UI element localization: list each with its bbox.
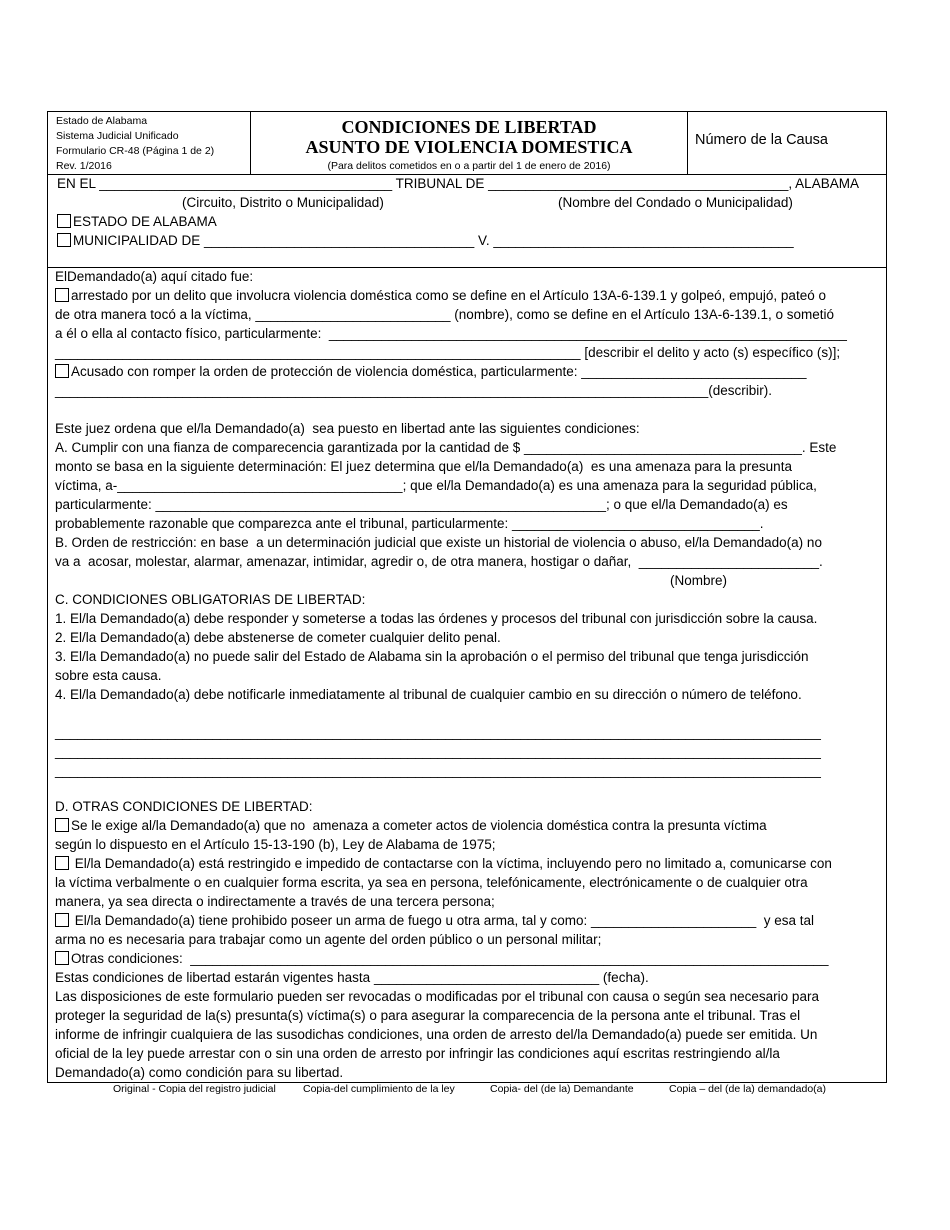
court-line[interactable]: EN EL _______________________________________ TRIBUNAL DE ________________________________________, ALABAMA [57,176,859,191]
copy-distribution-2: Copia-del cumplimiento de la ley [303,1083,455,1095]
weapon-text[interactable]: El/la Demandado(a) tiene prohibido poseer un arma de fuego u otra arma, tal y como: ______________________ y esa tal [71,913,814,928]
threat-checkbox[interactable] [55,818,69,832]
section-c-title: C. CONDICIONES OBLIGATORIAS DE LIBERTAD: [55,592,366,607]
court-section [48,174,886,268]
condition-d-line: según lo dispuesto en el Artículo 15-13-190 (b), Ley de Alabama de 1975; [55,837,496,852]
condition-d-line: manera, ya sea directa o indirectamente a través de una tercera persona; [55,894,495,909]
arrest-option [55,287,826,305]
condition-b-line[interactable]: va a acosar, molestar, alarmar, amenazar, intimidar, agredir o, de otra manera, hostigar o dañar, ________________________. [55,554,823,569]
arrest-text-line[interactable]: ______________________________________________________________________ [describir el delito y acto (s) específico (s)]; [55,345,841,360]
arrest-checkbox[interactable] [55,288,69,302]
accused-option [55,363,807,381]
condition-c-item: 3. El/la Demandado(a) no puede salir del Estado de Alabama sin la aprobación o el permiso del tribunal que tenga jurisdicción [55,649,809,664]
blank-line[interactable]: ______________________________________________________________________________________________________ [55,725,821,740]
form-number: Formulario CR-48 (Página 1 de 2) [56,145,215,157]
disposition-text: Las disposiciones de este formulario pueden ser revocadas o modificadas por el tribunal con causa o según sea necesario para [55,989,819,1004]
condition-b-line: B. Orden de restricción: en base a un determinación judicial que existe un historial de violencia o abuso, el/la Demandado(a) no [55,535,822,550]
court-form [47,111,887,1083]
other-conditions-text[interactable]: Otras condiciones: _____________________________________________________________________________________ [71,951,829,966]
municipality-option [57,232,794,250]
section-d-title: D. OTRAS CONDICIONES DE LIBERTAD: [55,799,313,814]
accused-checkbox[interactable] [55,364,69,378]
effective-date-line[interactable]: Estas condiciones de libertad estarán vigentes hasta ______________________________ (fecha). [55,970,649,985]
form-header [48,112,886,175]
blank-line[interactable]: ______________________________________________________________________________________________________ [55,744,821,759]
disposition-text: oficial de la ley puede arrestar con o sin una orden de arresto por infringir las condiciones aquí escritas restringiendo al/la [55,1046,780,1061]
form-title: CONDICIONES DE LIBERTAD [341,117,597,137]
case-number-box[interactable] [687,112,886,174]
condition-d-line: arma no es necesaria para trabajar como un agente del orden público o un personal militar; [55,932,602,947]
condition-a-line: monto se basa en la siguiente determinación: El juez determina que el/la Demandado(a) es una amenaza para la presunta [55,459,792,474]
no-contact-checkbox[interactable] [55,856,69,870]
arrest-text-line[interactable]: de otra manera tocó a la víctima, __________________________ (nombre), como se define en el Artículo 13A-6-139.1, o sometió [55,307,835,322]
condition-c-item: 4. El/la Demandado(a) debe notificarle inmediatamente al tribunal de cualquier cambio en su dirección o número de teléfono. [55,687,802,702]
form-identifier [48,112,251,174]
weapon-checkbox[interactable] [55,913,69,927]
disposition-text: proteger la seguridad de la(s) presunta(s) víctima(s) o para asegurar la comparecencia de la persona ante el tribunal. Tras el [55,1008,801,1023]
intro-text: ElDemandado(a) aquí citado fue: [55,269,254,284]
condition-a-line[interactable]: probablemente razonable que comparezca ante el tribunal, particularmente: _________________________________. [55,516,764,531]
condition-d-option [55,817,767,835]
condition-d-option [55,855,832,873]
order-intro: Este juez ordena que el/la Demandado(a) sea puesto en libertad ante las siguientes condiciones: [55,421,640,436]
state-option [57,213,217,231]
accused-text-line[interactable]: _______________________________________________________________________________________(describir). [55,383,772,398]
municipality-checkbox[interactable] [57,233,71,247]
form-title-block [251,112,688,174]
form-title-2: ASUNTO DE VIOLENCIA DOMESTICA [305,137,633,157]
court-system-line: Sistema Judicial Unificado [56,130,179,142]
case-number-label: Número de la Causa [695,132,828,148]
arrest-text: arrestado por un delito que involucra violencia doméstica como se define en el Artículo 13A-6-139.1 y golpeó, empujó, pateó o [71,288,826,303]
condition-a-line[interactable]: víctima, a-______________________________________; que el/la Demandado(a) es una amenaza para la seguridad pública, [55,478,817,493]
condition-a-line[interactable]: A. Cumplir con una fianza de comparecencia garantizada por la cantidad de $ _____________________________________. Este [55,440,837,455]
other-checkbox[interactable] [55,951,69,965]
no-contact-text: El/la Demandado(a) está restringido e impedido de contactarse con la víctima, incluyendo pero no limitado a, comunicarse con [71,856,832,871]
disposition-text: Demandado(a) como condición para su libertad. [55,1065,344,1080]
condition-c-item: 1. El/la Demandado(a) debe responder y someterse a todas las órdenes y procesos del tribunal con jurisdicción sobre la causa. [55,611,818,626]
accused-text[interactable]: Acusado con romper la orden de protección de violencia doméstica, particularmente: ______________________________ [71,364,807,379]
threat-text: Se le exige al/la Demandado(a) que no amenaza a cometer actos de violencia doméstica contra la presunta víctima [71,818,767,833]
condition-a-line[interactable]: particularmente: ____________________________________________________________; o que el/la Demandado(a) es [55,497,788,512]
condition-d-option [55,950,829,968]
form-revision: Rev. 1/2016 [56,160,112,172]
copy-distribution-1: Original - Copia del registro judicial [113,1083,276,1095]
copy-distribution-3: Copia- del (de la) Demandante [490,1083,634,1095]
condition-d-line: la víctima verbalmente o en cualquier forma escrita, ya sea en persona, telefónicamente, electrónicamente o de cualquier otra [55,875,808,890]
disposition-text: informe de infringir cualquiera de las susodichas condiciones, una orden de arresto del/la Demandado(a) puede ser emitida. Un [55,1027,818,1042]
name-caption: (Nombre) [670,573,728,588]
court-type-caption: (Circuito, Distrito o Municipalidad) [182,195,384,210]
arrest-text-line[interactable]: a él o ella al contacto físico, particularmente: _____________________________________________________________________ [55,326,847,341]
copy-distribution-4: Copia – del (de la) demandado(a) [669,1083,827,1095]
form-subtitle: (Para delitos cometidos en o a partir del 1 de enero de 2016) [327,160,611,172]
state-checkbox[interactable] [57,214,71,228]
state-label: ESTADO DE ALABAMA [73,214,217,229]
condition-c-item: sobre esta causa. [55,668,162,683]
municipality-label[interactable]: MUNICIPALIDAD DE ____________________________________ V. ________________________________________ [73,233,794,248]
condition-c-item: 2. El/la Demandado(a) debe abstenerse de cometer cualquier delito penal. [55,630,501,645]
blank-line[interactable]: ______________________________________________________________________________________________________ [55,763,821,778]
condition-d-option [55,912,814,930]
county-caption: (Nombre del Condado o Municipalidad) [558,195,793,210]
court-system-line: Estado de Alabama [56,115,148,127]
